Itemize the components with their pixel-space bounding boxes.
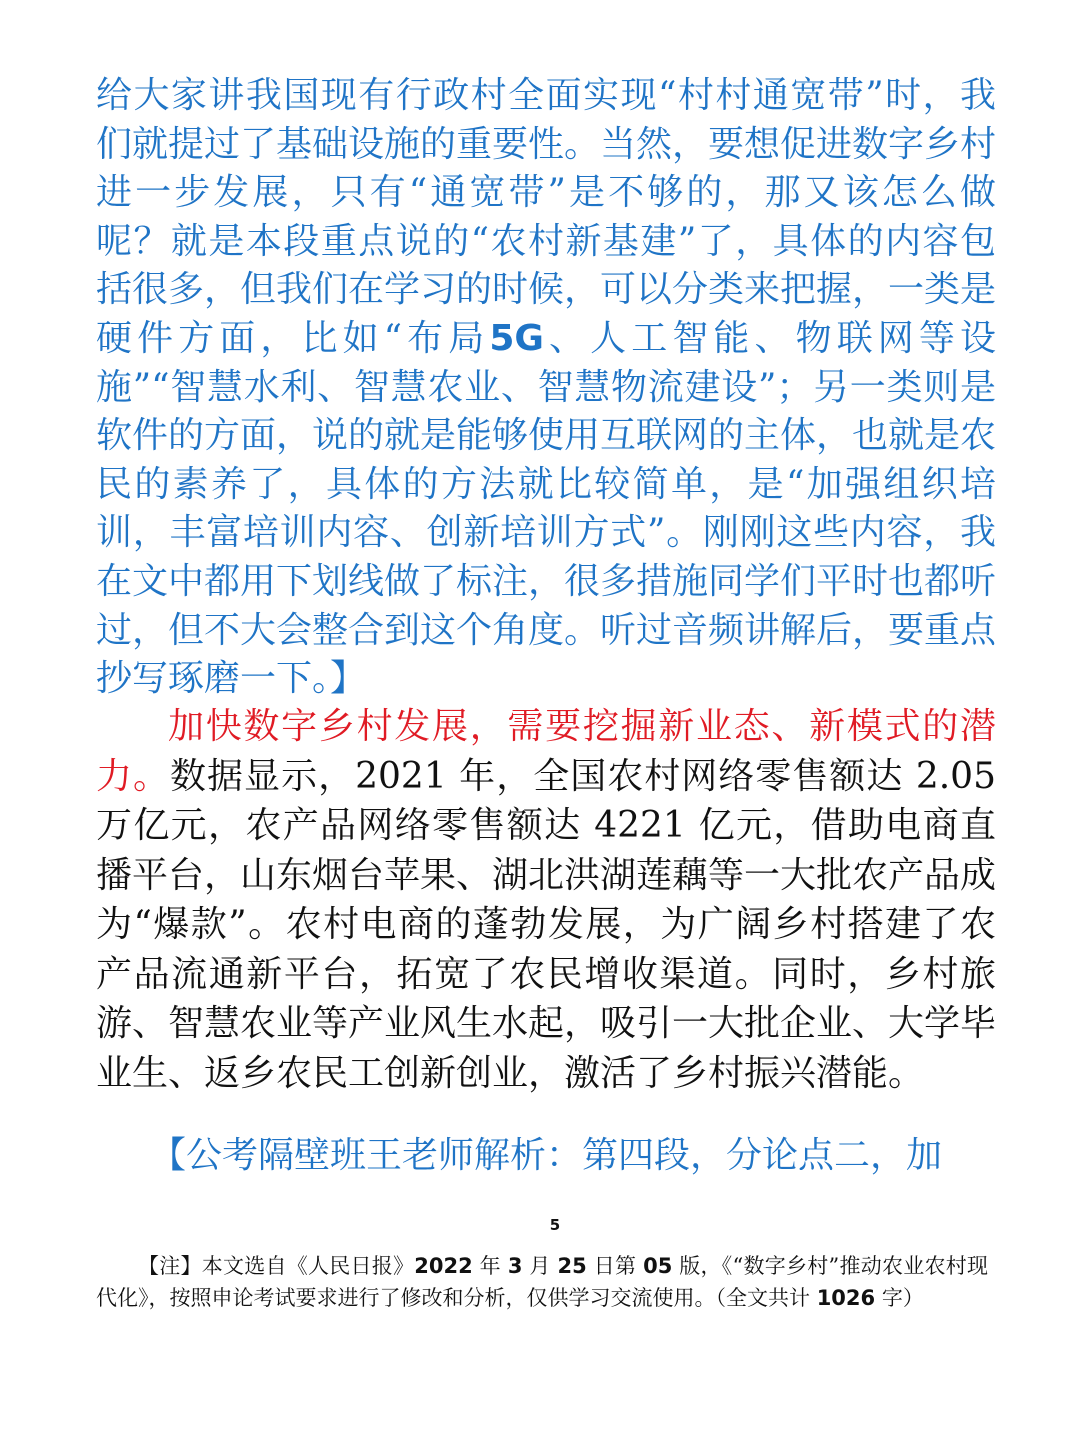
footnote-text-4: 日第	[586, 1254, 644, 1278]
footnote-text-5: 版，《“数字乡村”推动农业农村现代化》，按照申论考试要求进行了修改和分析，仅供学习交流使用。（全文共计	[96, 1254, 989, 1310]
commentary-text-part1: 给大家讲我国现有行政村全面实现“村村通宽带”时，我们就提过了基础设施的重要性。当然，要想促进数字乡村进一步发展，只有“通宽带”是不够的，那又该怎么做呢？就是本段重点说的“农村新基建”了，具体的内容包括很多，但我们在学习的时候，可以分类来把握，一类是硬件方面，比如“布局	[96, 75, 997, 359]
footnote-year: 2022	[414, 1254, 473, 1278]
footnote-text-3: 月	[522, 1254, 558, 1278]
blue-commentary-paragraph	[96, 72, 996, 704]
body-paragraph-text: 数据显示，2021 年，全国农村网络零售额达 2.05 万亿元，农产品网络零售额达 4221 亿元，借助电商直播平台，山东烟台苹果、湖北洪湖莲藕等一大批农产品成为“爆款”。农村电商的蓬勃发展，为广阔乡村搭建了农产品流通新平台，拓宽了农民增收渠道。同时，乡村旅游、智慧农业等产业风生水起，吸引一大批企业、大学毕业生、返乡农民工创新创业，激活了乡村振兴潜能。	[96, 755, 997, 1094]
footnote-edition: 05	[643, 1254, 673, 1278]
commentary-bold-5g: 5G	[489, 317, 544, 359]
footnote-text-2: 年	[472, 1254, 508, 1278]
footnote	[96, 1250, 988, 1314]
body-paragraph	[96, 702, 996, 1098]
footnote-month: 3	[507, 1254, 523, 1278]
commentary-text-part2: 、人工智能、物联网等设施”“智慧水利、智慧农业、智慧物流建设”；另一类则是软件的方面，说的就是能够使用互联网的主体，也就是农民的素养了，具体的方法就比较简单，是“加强组织培训，丰富培训内容、创新培训方式”。刚刚这些内容，我在文中都用下划线做了标注，很多措施同学们平时也都听过，但不大会整合到这个角度。听过音频讲解后，要重点抄写琢磨一下。】	[96, 317, 997, 700]
footnote-text-1: 【注】本文选自《人民日报》	[138, 1254, 415, 1278]
analysis-line: 【公考隔壁班王老师解析：第四段，分论点二，加	[150, 1135, 943, 1176]
footnote-day: 25	[557, 1254, 587, 1278]
red-topic-sentence: 加快数字乡村发展，需要挖掘新业态、新模式的潜力。	[96, 706, 996, 797]
footnote-text-6: 字）	[875, 1286, 924, 1310]
page-number: 5	[549, 1216, 561, 1234]
footnote-word-count: 1026	[816, 1286, 876, 1310]
